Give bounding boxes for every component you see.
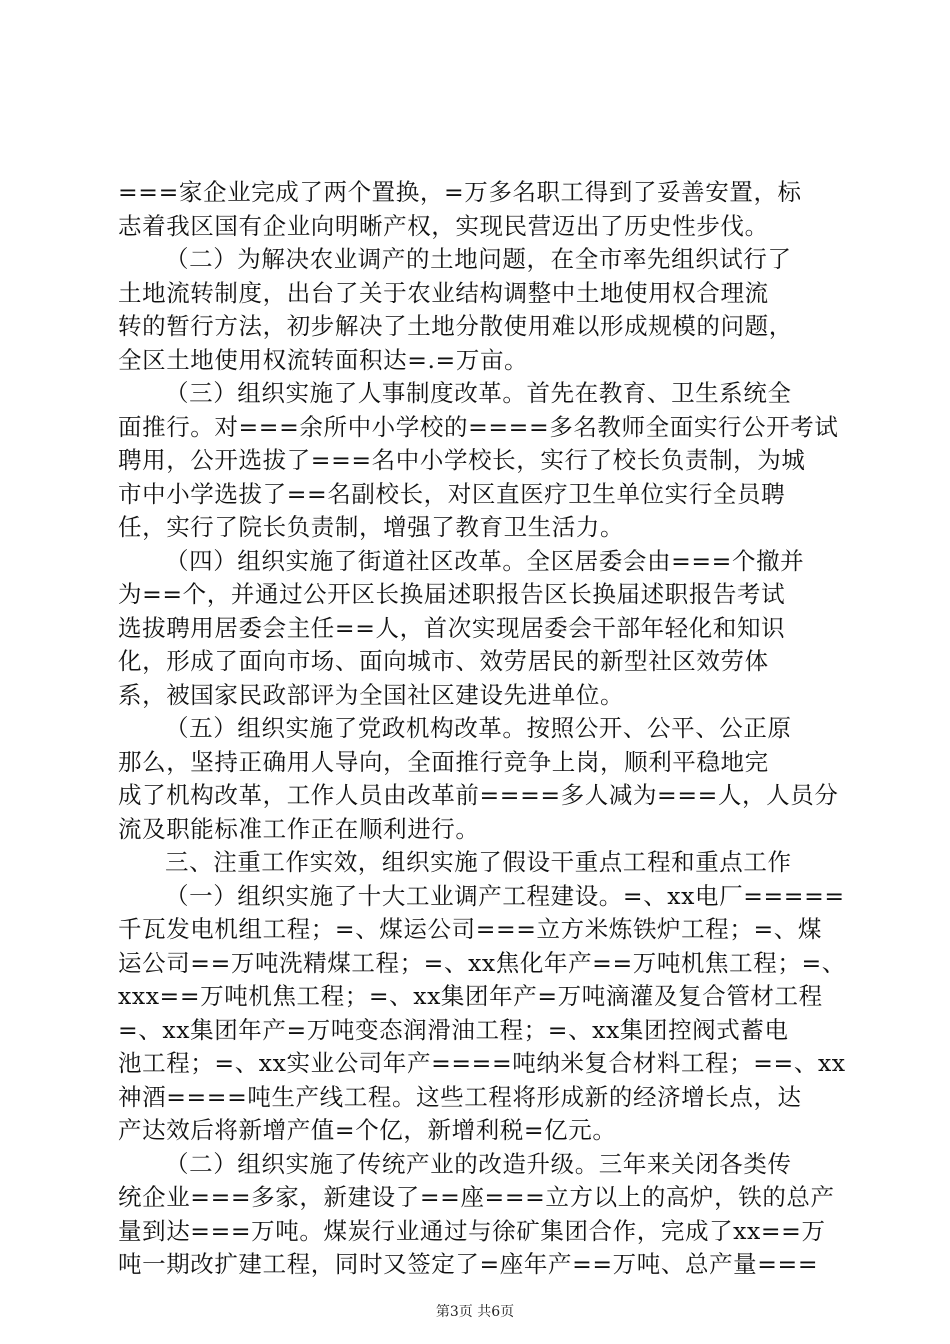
text-line: 为==个，并通过公开区长换届述职报告区长换届述职报告考试	[118, 580, 786, 608]
text-line: 市中小学选拔了==名副校长，对区直医疗卫生单位实行全员聘	[118, 479, 786, 508]
text-line: 量到达===万吨。煤炭行业通过与徐矿集团合作，完成了xx==万	[118, 1216, 826, 1245]
text-line: 面推行。对===余所中小学校的====多名教师全面实行公开考试	[118, 412, 839, 441]
text-line: xxx==万吨机焦工程；=、xx集团年产=万吨滴灌及复合管材工程	[118, 982, 823, 1010]
text-line: （二）为解决农业调产的土地问题，在全市率先组织试行了	[165, 245, 792, 273]
text-line: （二）组织实施了传统产业的改造升级。三年来关闭各类传	[165, 1149, 792, 1178]
text-line: 神酒====吨生产线工程。这些工程将形成新的经济增长点，达	[118, 1082, 802, 1111]
text-line: 池工程；=、xx实业公司年产====吨纳米复合材料工程；==、xx	[118, 1049, 846, 1077]
text-line: 产达效后将新增产值=个亿，新增利税=亿元。	[118, 1116, 617, 1144]
text-line: 志着我区国有企业向明晰产权，实现民营迈出了历史性步伐。	[118, 211, 769, 240]
text-line: （四）组织实施了街道社区改革。全区居委会由===个撤并	[165, 546, 805, 575]
text-line: 系，被国家民政部评为全国社区建设先进单位。	[118, 680, 625, 709]
text-line: 千瓦发电机组工程；=、煤运公司===立方米炼铁炉工程；=、煤	[118, 915, 822, 943]
text-line: =、xx集团年产=万吨变态润滑油工程；=、xx集团控阀式蓄电	[118, 1015, 789, 1044]
text-line: 转的暂行方法，初步解决了土地分散使用难以形成规模的问题，	[118, 312, 793, 340]
text-line: 任，实行了院长负责制，增强了教育卫生活力。	[118, 513, 625, 541]
body-text	[118, 176, 846, 1282]
text-line: 那么，坚持正确用人导向，全面推行竞争上岗，顺利平稳地完	[118, 747, 769, 776]
text-line: （三）组织实施了人事制度改革。首先在教育、卫生系统全	[165, 379, 792, 407]
text-line: 统企业===多家，新建设了==座===立方以上的高炉，铁的总产	[118, 1183, 835, 1211]
text-line: 化，形成了面向市场、面向城市、效劳居民的新型社区效劳体	[118, 647, 769, 675]
text-line: 土地流转制度，出台了关于农业结构调整中土地使用权合理流	[118, 278, 769, 307]
text-line: ===家企业完成了两个置换，=万多名职工得到了妥善安置，标	[118, 178, 802, 206]
text-line: 三、注重工作实效，组织实施了假设干重点工程和重点工作	[165, 848, 792, 876]
text-line: 全区土地使用权流转面积达=.=万亩。	[118, 345, 529, 374]
text-line: 成了机构改革，工作人员由改革前====多人减为===人，人员分	[118, 781, 839, 809]
text-line: 吨一期改扩建工程，同时又签定了=座年产==万吨、总产量===	[118, 1250, 819, 1278]
text-line: 选拔聘用居委会主任==人，首次实现居委会干部年轻化和知识	[118, 613, 786, 642]
page-footer: 第3页 共6页	[435, 1304, 515, 1320]
text-line: （一）组织实施了十大工业调产工程建设。=、xx电厂=====	[165, 881, 845, 910]
text-line: 运公司==万吨洗精煤工程；=、xx焦化年产==万吨机焦工程；=、	[118, 948, 846, 977]
text-line: 聘用，公开选拔了===名中小学校长，实行了校长负责制，为城	[118, 446, 806, 474]
text-line: （五）组织实施了党政机构改革。按照公开、公平、公正原	[165, 714, 792, 742]
text-line: 流及职能标准工作正在顺利进行。	[118, 814, 480, 843]
